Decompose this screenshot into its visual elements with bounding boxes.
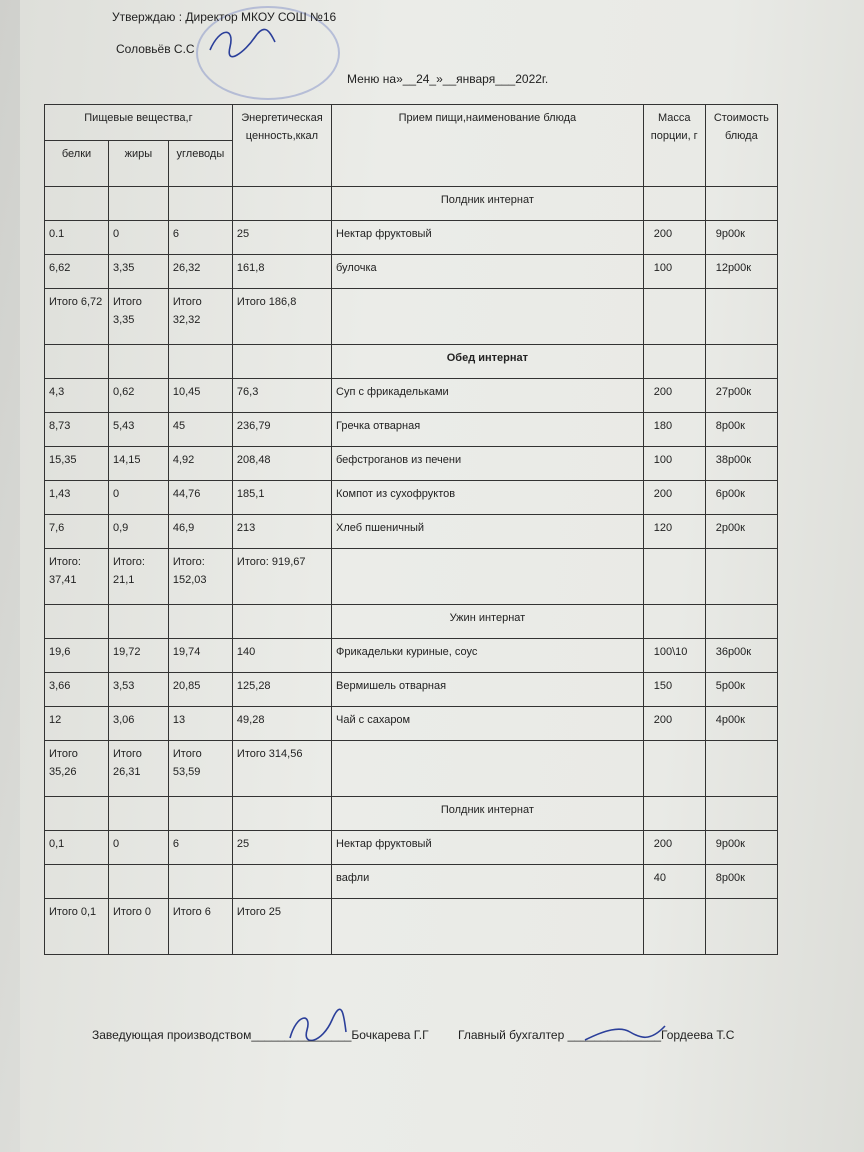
cost-cell: 8р00к bbox=[705, 865, 777, 899]
dish-row bbox=[45, 831, 778, 865]
carbs-cell: 10,45 bbox=[168, 379, 232, 413]
dish-name-cell: Суп с фрикадельками bbox=[332, 379, 644, 413]
empty-cell bbox=[705, 899, 777, 955]
empty-cell bbox=[643, 289, 705, 345]
mass-cell: 200 bbox=[643, 379, 705, 413]
dish-row bbox=[45, 447, 778, 481]
cost-cell: 8р00к bbox=[705, 413, 777, 447]
mass-cell: 100 bbox=[643, 447, 705, 481]
total-row bbox=[45, 289, 778, 345]
fat-cell: 3,53 bbox=[109, 673, 169, 707]
protein-cell: 8,73 bbox=[45, 413, 109, 447]
cost-cell: 38р00к bbox=[705, 447, 777, 481]
energy-cell: 25 bbox=[232, 221, 331, 255]
dish-name-cell: булочка bbox=[332, 255, 644, 289]
total-row bbox=[45, 899, 778, 955]
empty-cell bbox=[332, 289, 644, 345]
dish-row bbox=[45, 255, 778, 289]
carbs-cell: 26,32 bbox=[168, 255, 232, 289]
mass-cell: 200 bbox=[643, 221, 705, 255]
dish-name-cell: Нектар фруктовый bbox=[332, 221, 644, 255]
cost-cell: 12р00к bbox=[705, 255, 777, 289]
carbs-cell: 45 bbox=[168, 413, 232, 447]
protein-cell: 12 bbox=[45, 707, 109, 741]
approval-line: Утверждаю : Директор МКОУ СОШ №16 bbox=[112, 10, 337, 24]
manager-line: Заведующая производством_______________Бочкарева Г.Г bbox=[92, 1028, 429, 1042]
empty-cell bbox=[168, 605, 232, 639]
protein-cell: 1,43 bbox=[45, 481, 109, 515]
energy-cell: 161,8 bbox=[232, 255, 331, 289]
cost-cell: 2р00к bbox=[705, 515, 777, 549]
empty-cell bbox=[45, 797, 109, 831]
dish-name-cell: Фрикадельки куриные, соус bbox=[332, 639, 644, 673]
empty-cell bbox=[332, 899, 644, 955]
dish-row bbox=[45, 379, 778, 413]
empty-cell bbox=[45, 605, 109, 639]
mass-cell: 100 bbox=[643, 255, 705, 289]
empty-cell bbox=[232, 345, 331, 379]
total-cell: Итого 314,56 bbox=[232, 741, 331, 797]
section-title: Обед интернат bbox=[332, 345, 644, 379]
empty-cell bbox=[705, 345, 777, 379]
carbs-cell: 6 bbox=[168, 831, 232, 865]
total-cell: Итого: 37,41 bbox=[45, 549, 109, 605]
protein-cell: 19,6 bbox=[45, 639, 109, 673]
total-cell: Итого 25 bbox=[232, 899, 331, 955]
dish-name-cell: Нектар фруктовый bbox=[332, 831, 644, 865]
dish-row bbox=[45, 865, 778, 899]
carbs-cell: 4,92 bbox=[168, 447, 232, 481]
total-cell: Итого 26,31 bbox=[109, 741, 169, 797]
carbs-cell: 46,9 bbox=[168, 515, 232, 549]
menu-table bbox=[44, 104, 778, 955]
empty-cell bbox=[109, 605, 169, 639]
fat-cell: 3,06 bbox=[109, 707, 169, 741]
dish-name-cell: вафли bbox=[332, 865, 644, 899]
cost-cell: 9р00к bbox=[705, 831, 777, 865]
empty-cell bbox=[643, 345, 705, 379]
empty-cell bbox=[643, 187, 705, 221]
mass-cell: 120 bbox=[643, 515, 705, 549]
dish-row bbox=[45, 515, 778, 549]
fat-cell: 0 bbox=[109, 481, 169, 515]
empty-cell bbox=[643, 605, 705, 639]
protein-cell: 3,66 bbox=[45, 673, 109, 707]
fat-cell: 0,62 bbox=[109, 379, 169, 413]
dish-row bbox=[45, 413, 778, 447]
section-title: Полдник интернат bbox=[332, 187, 644, 221]
energy-cell: 25 bbox=[232, 831, 331, 865]
protein-cell: 7,6 bbox=[45, 515, 109, 549]
mass-cell: 100\10 bbox=[643, 639, 705, 673]
energy-cell: 208,48 bbox=[232, 447, 331, 481]
carbs-cell: 6 bbox=[168, 221, 232, 255]
empty-cell bbox=[45, 187, 109, 221]
dish-name-cell: Хлеб пшеничный bbox=[332, 515, 644, 549]
total-cell: Итого: 919,67 bbox=[232, 549, 331, 605]
dish-name-cell: бефстроганов из печени bbox=[332, 447, 644, 481]
fat-cell: 5,43 bbox=[109, 413, 169, 447]
empty-cell bbox=[332, 549, 644, 605]
total-cell: Итого: 152,03 bbox=[168, 549, 232, 605]
empty-cell bbox=[109, 345, 169, 379]
dish-row bbox=[45, 639, 778, 673]
empty-cell bbox=[332, 741, 644, 797]
total-cell: Итого 32,32 bbox=[168, 289, 232, 345]
dish-row bbox=[45, 707, 778, 741]
energy-cell: 49,28 bbox=[232, 707, 331, 741]
mass-cell: 150 bbox=[643, 673, 705, 707]
sub-fat: жиры bbox=[109, 141, 169, 187]
empty-cell bbox=[232, 797, 331, 831]
dish-row bbox=[45, 221, 778, 255]
header-row bbox=[45, 105, 778, 141]
dish-row bbox=[45, 481, 778, 515]
section-title-row bbox=[45, 187, 778, 221]
head-cost: Стоимость блюда bbox=[705, 105, 777, 187]
mass-cell: 40 bbox=[643, 865, 705, 899]
empty-cell bbox=[643, 899, 705, 955]
fat-cell: 3,35 bbox=[109, 255, 169, 289]
protein-cell: 6,62 bbox=[45, 255, 109, 289]
empty-cell bbox=[109, 187, 169, 221]
carbs-cell bbox=[168, 865, 232, 899]
empty-cell bbox=[705, 549, 777, 605]
energy-cell: 185,1 bbox=[232, 481, 331, 515]
mass-cell: 200 bbox=[643, 481, 705, 515]
section-title: Полдник интернат bbox=[332, 797, 644, 831]
empty-cell bbox=[705, 605, 777, 639]
empty-cell bbox=[705, 797, 777, 831]
head-meal: Прием пищи,наименование блюда bbox=[332, 105, 644, 187]
fat-cell: 19,72 bbox=[109, 639, 169, 673]
empty-cell bbox=[232, 605, 331, 639]
carbs-cell: 44,76 bbox=[168, 481, 232, 515]
protein-cell: 0.1 bbox=[45, 221, 109, 255]
energy-cell: 125,28 bbox=[232, 673, 331, 707]
carbs-cell: 19,74 bbox=[168, 639, 232, 673]
cost-cell: 4р00к bbox=[705, 707, 777, 741]
carbs-cell: 20,85 bbox=[168, 673, 232, 707]
mass-cell: 180 bbox=[643, 413, 705, 447]
cost-cell: 27р00к bbox=[705, 379, 777, 413]
protein-cell: 4,3 bbox=[45, 379, 109, 413]
total-cell: Итого 0,1 bbox=[45, 899, 109, 955]
energy-cell: 236,79 bbox=[232, 413, 331, 447]
energy-cell: 76,3 bbox=[232, 379, 331, 413]
total-cell: Итого 35,26 bbox=[45, 741, 109, 797]
protein-cell bbox=[45, 865, 109, 899]
empty-cell bbox=[168, 345, 232, 379]
fat-cell: 0 bbox=[109, 221, 169, 255]
dish-name-cell: Компот из сухофруктов bbox=[332, 481, 644, 515]
mass-cell: 200 bbox=[643, 707, 705, 741]
total-cell: Итого 0 bbox=[109, 899, 169, 955]
protein-cell: 15,35 bbox=[45, 447, 109, 481]
total-cell: Итого 53,59 bbox=[168, 741, 232, 797]
director-signature bbox=[200, 22, 280, 62]
empty-cell bbox=[45, 345, 109, 379]
section-title-row bbox=[45, 345, 778, 379]
empty-cell bbox=[168, 187, 232, 221]
total-cell: Итого 3,35 bbox=[109, 289, 169, 345]
empty-cell bbox=[643, 741, 705, 797]
energy-cell: 140 bbox=[232, 639, 331, 673]
cost-cell: 9р00к bbox=[705, 221, 777, 255]
section-title-row bbox=[45, 605, 778, 639]
head-nutrients: Пищевые вещества,г bbox=[45, 105, 233, 141]
empty-cell bbox=[705, 187, 777, 221]
dish-row bbox=[45, 673, 778, 707]
cost-cell: 36р00к bbox=[705, 639, 777, 673]
dish-name-cell: Чай с сахаром bbox=[332, 707, 644, 741]
sub-carbs: углеводы bbox=[168, 141, 232, 187]
fat-cell: 0,9 bbox=[109, 515, 169, 549]
empty-cell bbox=[168, 797, 232, 831]
fat-cell bbox=[109, 865, 169, 899]
total-cell: Итого: 21,1 bbox=[109, 549, 169, 605]
carbs-cell: 13 bbox=[168, 707, 232, 741]
head-energy: Энергетическая ценность,ккал bbox=[232, 105, 331, 187]
section-title-row bbox=[45, 797, 778, 831]
empty-cell bbox=[705, 741, 777, 797]
fat-cell: 0 bbox=[109, 831, 169, 865]
total-row bbox=[45, 741, 778, 797]
section-title: Ужин интернат bbox=[332, 605, 644, 639]
total-cell: Итого 6 bbox=[168, 899, 232, 955]
empty-cell bbox=[643, 549, 705, 605]
director-name: Соловьёв С.С bbox=[116, 42, 195, 56]
total-row bbox=[45, 549, 778, 605]
menu-date: Меню на»__24_»__января___2022г. bbox=[347, 72, 549, 86]
fat-cell: 14,15 bbox=[109, 447, 169, 481]
dish-name-cell: Гречка отварная bbox=[332, 413, 644, 447]
accountant-line: Главный бухгалтер ______________Гордеева Т.С bbox=[458, 1028, 735, 1042]
protein-cell: 0,1 bbox=[45, 831, 109, 865]
cost-cell: 6р00к bbox=[705, 481, 777, 515]
dish-name-cell: Вермишель отварная bbox=[332, 673, 644, 707]
head-mass: Масса порции, г bbox=[643, 105, 705, 187]
empty-cell bbox=[232, 187, 331, 221]
sub-protein: белки bbox=[45, 141, 109, 187]
empty-cell bbox=[109, 797, 169, 831]
total-cell: Итого 186,8 bbox=[232, 289, 331, 345]
empty-cell bbox=[643, 797, 705, 831]
cost-cell: 5р00к bbox=[705, 673, 777, 707]
total-cell: Итого 6,72 bbox=[45, 289, 109, 345]
energy-cell bbox=[232, 865, 331, 899]
energy-cell: 213 bbox=[232, 515, 331, 549]
empty-cell bbox=[705, 289, 777, 345]
mass-cell: 200 bbox=[643, 831, 705, 865]
